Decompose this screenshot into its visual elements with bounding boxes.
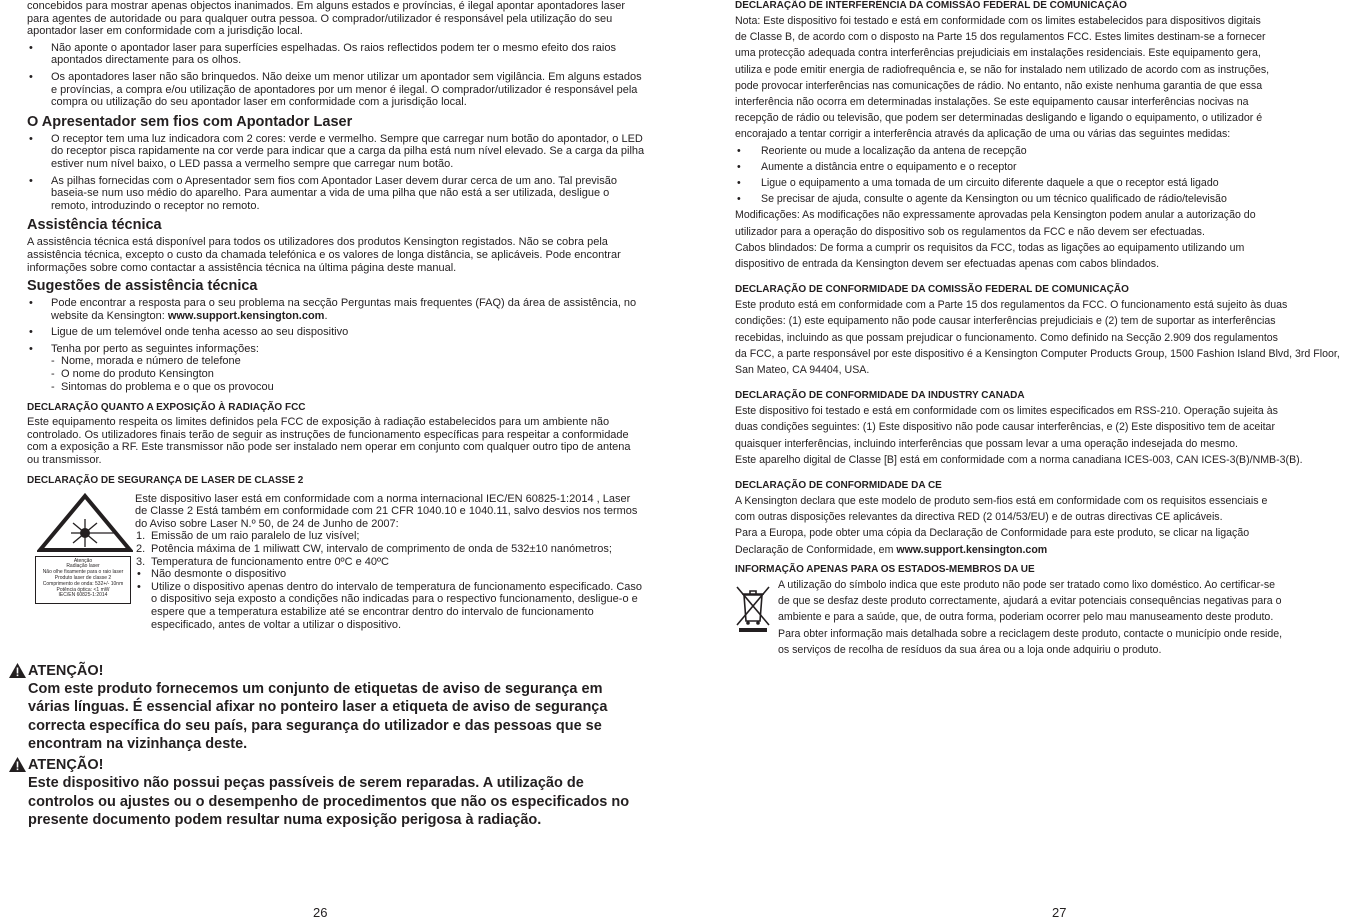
text-line: Este dispositivo foi testado e está em conformidade com os limites especificados em RSS-210. Operação sujeita às [735, 405, 1278, 418]
text-line: dispositivo de entrada da Kensington devem ser efectuadas apenas com cabos blindados. [735, 258, 1160, 271]
label-line: Produto laser de classe 2 [54, 575, 112, 582]
text-line: Cabos blindados: De forma a cumprir os requisitos da FCC, todas as ligações ao equipamento utilizando um [735, 241, 1245, 254]
text-line: interferência não ocorra em determinadas instalações. Se este equipamento causar interferências nocivas na [735, 96, 1249, 109]
numbered-item [136, 543, 645, 556]
text-line: Para obter informação mais detalhada sobre a reciclagem deste produto, contacte o município onde reside, [778, 627, 1283, 640]
text-line: A Kensington declara que este modelo de produto sem-fios está em conformidade com os requisitos essenciais e [735, 495, 1268, 508]
list-item: • Não aponte o apontador laser para superfícies espelhadas. Os raios reflectidos podem ter o mesmo efeito dos raios apontados directamente para os olhos. [27, 42, 645, 67]
section-title-fcc-interference: DECLARAÇÃO DE INTERFERÊNCIA DA COMISSÃO FEDERAL DE COMUNICAÇÃO [735, 0, 1127, 11]
period-text: . [324, 309, 328, 322]
label-line: Comprimento de onda: 532+/- 10nm [42, 580, 124, 587]
text-line: Nota: Este dispositivo foi testado e está em conformidade com os limites estabelecidos para dispositivos digitais [735, 15, 1261, 27]
text-line: San Mateo, CA 94404, USA. [735, 364, 870, 377]
text-line: utilizador para a operação do dispositivo sob os regulamentos da FCC e não devem ser efectuadas. [735, 225, 1205, 238]
list-item [27, 297, 645, 322]
laser-warning-triangle-icon [37, 493, 133, 553]
text-line: com outras disposições relevantes da directiva RED (2 014/53/EU) e de outras directivas CE aplicáveis. [735, 511, 1223, 524]
page-27 [735, 0, 1359, 924]
section-title-tips: Sugestões de assistência técnica [27, 278, 258, 295]
list-item: • Reoriente ou mude a localização da antena de recepção [735, 143, 1359, 159]
warning-heading [4, 662, 645, 680]
text-line: ambiente e para a saúde, que, de outra forma, poderiam ocorrer pelo mau manuseamento deste produto. [778, 611, 1274, 624]
item-text: Potência máxima de 1 miliwatt CW, intervalo de comprimento de onda de 532±10 nanómetros; [151, 543, 612, 555]
list-item: • O receptor tem uma luz indicadora com 2 cores: verde e vermelho. Sempre que carregar num botão do apontador, o LED do receptor pisca rapidamente na cor verde para indicar que a carga da pilha está num nível elevado. Se a carga da pilha estiver num nível baixo, o LED passa a vermelho sempre que carregar num botão. [27, 133, 645, 171]
text-line: A utilização do símbolo indica que este produto não pode ser tratado como lixo doméstico. Ao certificar-se [778, 578, 1276, 591]
text-line: de Classe B, de acordo com o disposto na Parte 15 dos regulamentos FCC. Estes limites destinam-se a fornecer [735, 31, 1266, 44]
item-text: Temperatura de funcionamento entre 0ºC e 40ºC [151, 555, 389, 568]
section-title-fcc-conformity: DECLARAÇÃO DE CONFORMIDADE DA COMISSÃO FEDERAL DE COMUNICAÇÃO [735, 284, 1129, 296]
numbered-item [136, 530, 645, 543]
support-paragraph: A assistência técnica está disponível para todos os utilizadores dos produtos Kensington registados. Não se cobra pela assistência técnica, excepto o custo da chamada telefónica e os valores de longa distância, se aplicáveis. Pode encontrar informações sobre como contactar a assistência técnica na última página deste manual. [27, 236, 621, 274]
sub-list-item: - Sintomas do problema e o que os provocou [27, 381, 645, 394]
numbered-item [136, 556, 645, 569]
section-title-ce: DECLARAÇÃO DE CONFORMIDADE DA CE [735, 480, 942, 492]
label-line: Radiação laser [66, 563, 100, 570]
label-line: IEC/EN 60825-1:2014 [58, 592, 108, 599]
sub-list-item: - Nome, morada e número de telefone [27, 355, 645, 368]
list-item: • Utilize o dispositivo apenas dentro do intervalo de temperatura de funcionamento especificado. Caso o dispositivo seja exposto a condições não indicadas para o respectivo funcionamento, desligue-o e espere que a temperatura estabilize até se encontrar dentro do intervalo de funcionamento especificado, antes de voltar a utilizar o dispositivo. [136, 581, 645, 631]
section-title-laser-safety: DECLARAÇÃO DE SEGURANÇA DE LASER DE CLASSE 2 [27, 474, 304, 486]
warning-text: Com este produto fornecemos um conjunto de etiquetas de aviso de segurança em várias línguas. É essencial afixar no ponteiro laser a etiqueta de aviso de segurança correcta específica do seu país, para segurança do utilizador e das pessoas que se encontram na vizinhança deste. [28, 680, 608, 753]
list-item: • Aumente a distância entre o equipamento e o receptor [735, 159, 1359, 175]
text-line: da FCC, a parte responsável por este dispositivo é a Kensington Computer Products Group, 1500 Fashion Island Blvd, 3rd Floor, [735, 347, 1340, 360]
list-item: • Ligue de um telemóvel onde tenha acesso ao seu dispositivo [27, 326, 645, 339]
tips-text: Pode encontrar a resposta para o seu problema na secção Perguntas mais frequentes (FAQ) da área de assistência, no website da Kensington: [51, 297, 637, 322]
text-line: quaisquer interferências, incluindo interferências que possam levar a uma operação indesejada do mesmo. [735, 437, 1238, 450]
warning-title: ATENÇÃO! [28, 757, 104, 773]
laser-warning-label [35, 556, 131, 604]
laser-standard-paragraph: Este dispositivo laser está em conformidade com a norma internacional IEC/EN 60825-1:2014 , Laser de Classe 2 Está também em conformidade com 21 CFR 1040.10 e 1040.11, salvo desvios nos termos do Aviso sobre Laser N.º 50, de 24 de Junho de 2007: [135, 492, 638, 530]
laser-safety-block [27, 493, 645, 665]
item-text: Emissão de um raio paralelo de luz visível; [151, 530, 360, 543]
eu-weee-block [735, 577, 1359, 658]
page-26 [0, 0, 650, 924]
warning-block-2 [4, 756, 645, 830]
text-line: recepção de rádio ou televisão, que podem ser determinadas desligando e ligando o equipamento, o utilizador é [735, 112, 1263, 125]
label-line: Atenção [73, 557, 93, 564]
section-title-support: Assistência técnica [27, 217, 162, 234]
text-line: os serviços de recolha de resíduos da sua área ou a loja onde adquiriu o produto. [778, 643, 1162, 656]
ce-link-intro: Declaração de Conformidade, em [735, 543, 897, 556]
warning-title: ATENÇÃO! [28, 662, 104, 679]
text-line: pode provocar interferências nas comunicações de rádio. No entanto, não existe nenhuma garantia de que essa [735, 79, 1263, 92]
item-number: 1. [136, 530, 146, 543]
warning-block-1 [4, 662, 645, 754]
text-line: encorajado a tentar corrigir a interferência através da aplicação de uma ou várias das seguintes medidas: [735, 128, 1231, 141]
list-item: • As pilhas fornecidas com o Apresentador sem fios com Apontador Laser devem durar cerca de um ano. Tal previsão baseia-se num uso médio do aparelho. Para aumentar a vida de uma pilha que não está a ser utilizada, desligue o remoto, introduzindo o receptor no remoto. [27, 175, 645, 213]
sub-list-item: - O nome do produto Kensington [27, 368, 645, 381]
page-27-column [735, 0, 1359, 658]
list-item: • Se precisar de ajuda, consulte o agente da Kensington ou um técnico qualificado de rádio/televisão [735, 191, 1359, 207]
rf-exposure-paragraph: Este equipamento respeita os limites definidos pela FCC de exposição à radiação estabelecidos para um ambiente não controlado. Os utilizadores finais terão de seguir as instruções de funcionamento específicas para respeitar a conformidade com a exposição a RF. Este transmissor não pode ser instalado nem operar em conjunto com qualquer outro tipo de antena ou transmissor. [27, 416, 631, 467]
support-website-link[interactable]: www.support.kensington.com [167, 309, 325, 322]
text-line: condições: (1) este equipamento não pode causar interferências prejudiciais e (2) tem de suportar as interferências [735, 315, 1276, 328]
text-line: Modificações: As modificações não expressamente aprovadas pela Kensington podem anular a autorização do [735, 209, 1256, 222]
page-number: 26 [313, 905, 328, 920]
laser-safety-text [135, 493, 645, 632]
text-line: utiliza e pode emitir energia de radiofrequência e, se não for instalado nem utilizado de acordo com as instruções, [735, 63, 1270, 76]
section-title-eu: INFORMAÇÃO APENAS PARA OS ESTADOS-MEMBROS DA UE [735, 563, 1035, 575]
weee-crossed-bin-icon [735, 583, 771, 633]
label-line: Potência óptica: <1 mW [56, 586, 110, 593]
list-item: • Os apontadores laser não são brinquedos. Não deixe um menor utilizar um apontador sem vigilância. Em alguns estados e províncias, a compra e/ou utilização de apontadores por um menor é ilegal. O comprador/utilizador é responsável pela compra ou utilização do seu apontador laser em conformidade com a jurisdição local. [27, 71, 645, 109]
support-website-link[interactable]: www.support.kensington.com [896, 543, 1048, 556]
label-line: Não olhe fixamente para o raio laser [42, 569, 124, 576]
page-26-column [27, 0, 645, 832]
page-number: 27 [1052, 905, 1067, 920]
item-number: 3. [136, 555, 146, 568]
text-line [735, 542, 1359, 558]
text-line: Este produto está em conformidade com a Parte 15 dos regulamentos da FCC. O funcionamento está sujeito às duas [735, 299, 1288, 312]
warning-icon [9, 663, 26, 678]
list-item: • Tenha por perto as seguintes informações: [27, 343, 645, 356]
list-item: • Ligue o equipamento a uma tomada de um circuito diferente daquele a que o receptor está ligado [735, 175, 1359, 191]
section-title-presenter: O Apresentador sem fios com Apontador Laser [27, 113, 353, 130]
warning-heading [4, 756, 645, 774]
list-item: • Não desmonte o dispositivo [136, 568, 645, 581]
section-title-rf-exposure: DECLARAÇÃO QUANTO A EXPOSIÇÃO À RADIAÇÃO FCC [27, 402, 306, 414]
text-line: uma protecção adequada contra interferências prejudiciais em instalações residenciais. Este equipamento gera, [735, 47, 1261, 60]
section-title-industry-canada: DECLARAÇÃO DE CONFORMIDADE DA INDUSTRY CANADA [735, 390, 1025, 402]
text-line: duas condições seguintes: (1) Este dispositivo não pode causar interferências, e (2) Este dispositivo tem de aceitar [735, 421, 1275, 434]
text-line: Este aparelho digital de Classe [B] está em conformidade com a norma canadiana ICES-003, CAN ICES-3(B)/NMB-3(B). [735, 453, 1303, 466]
warning-text: Este dispositivo não possui peças passíveis de serem reparadas. A utilização de controlos ou ajustes ou o desempenho de procedimentos que não os especificados no presente documento podem resultar numa exposição perigosa à radiação. [28, 775, 630, 829]
warning-icon [9, 757, 26, 772]
text-line: de que se desfaz deste produto correctamente, ajudará a evitar potenciais consequências negativas para o [778, 595, 1282, 608]
text-line: recebidas, incluindo as que possam prejudicar o funcionamento. Como definido na Secção 2.909 dos regulamentos [735, 331, 1278, 344]
text-line: Para a Europa, pode obter uma cópia da Declaração de Conformidade para este produto, se clicar na ligação [735, 527, 1250, 540]
laser-intro-paragraph: concebidos para mostrar apenas objectos inanimados. Em alguns estados e províncias, é ilegal apontar apontadores laser para agentes de autoridade ou para qualquer outra pessoa. O comprador/utilizador é responsável pela utilização do seu apontador laser em conformidade com a jurisdição local. [27, 0, 626, 38]
item-number: 2. [136, 543, 146, 555]
